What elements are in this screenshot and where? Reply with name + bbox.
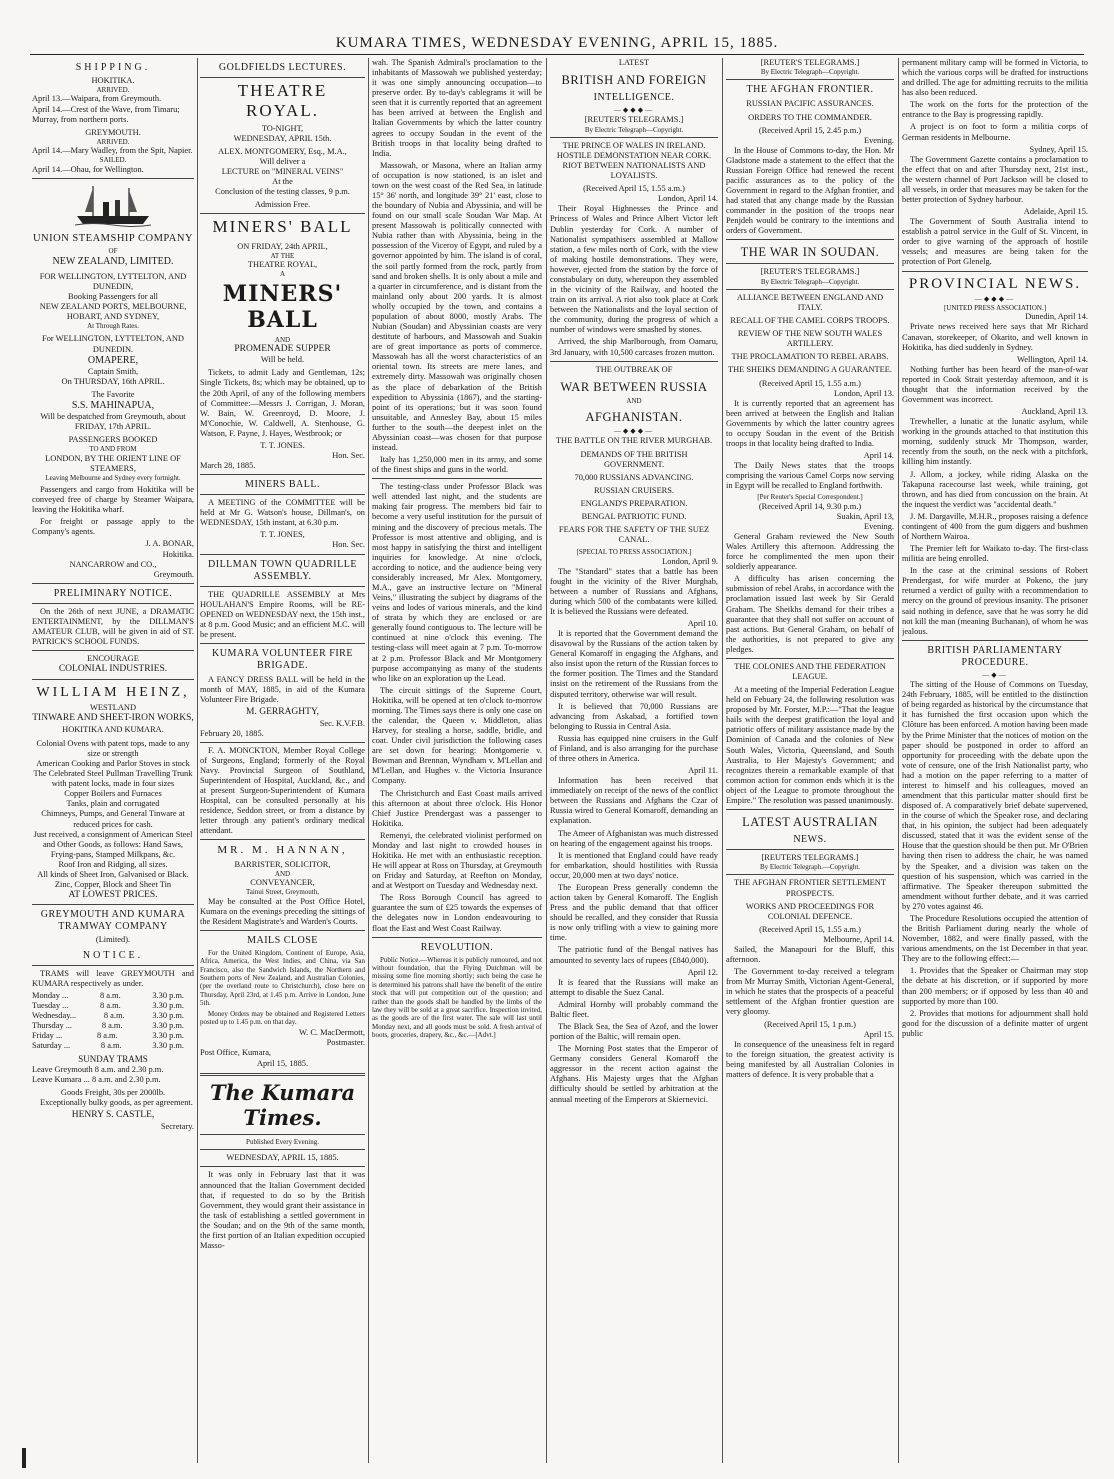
ornament: —◆◆◆—	[613, 427, 655, 436]
timetable-row: Monday ... 8 a.m. 3.30 p.m.	[32, 990, 184, 1000]
divider	[726, 809, 894, 810]
text-line: [REUTER'S TELEGRAMS.]	[760, 267, 860, 277]
paragraph: J. M. Dargaville, M.H.R., proposes raising a defence contingent of 400 from the gum diggers and bushmen of Northern Wairoa.	[902, 511, 1088, 541]
subheading: WORKS AND PROCEEDINGS FOR COLONIAL DEFENCE.	[745, 901, 875, 921]
divider	[200, 643, 365, 644]
subheading: THE AFGHAN FRONTIER SETTLEMENT PROSPECTS.	[734, 878, 886, 898]
text-line: Booking Passengers for all	[67, 291, 159, 301]
section-heading: KUMARA VOLUNTEER FIRE BRIGADE.	[212, 647, 353, 671]
timetable-row: Friday ... 8 a.m. 3.30 p.m.	[32, 1030, 184, 1040]
paragraph: The Procedure Resolutions occupied the attention of the British Parliament during nearly the whole of November, 1882, and were finally passed, with the various amendments, on the 1st December in that year. They are to the following effect:—	[902, 913, 1088, 964]
subheading: THE PRINCE OF WALES IN IRELAND.	[562, 140, 706, 150]
section-heading: PROVINCIAL NEWS.	[908, 275, 1082, 292]
paragraph: Italy has 1,250,000 men in its army, and some of the finest ships and guns in the world.	[372, 455, 542, 475]
list-item: Just received, a consignment of American Steel and Other Goods, as follows: Hand Saws, Frying-pans, Stamped Milkpans, &c.	[33, 829, 193, 859]
subheading: ARRIVED.	[96, 137, 130, 146]
text-line: TO-NIGHT,	[261, 123, 304, 133]
shipping-entry: April 14.—Mary Wadley, from the Spit, Napier.	[32, 146, 193, 156]
paragraph: The Premier left for Waikato to-day. The first-class militia are being enrolled.	[902, 544, 1088, 564]
timetable-row: Wednesday... 8 a.m. 3.30 p.m.	[32, 1010, 184, 1020]
text-line: By Electric Telegraph—Copyright.	[760, 277, 860, 286]
text-line: At the	[272, 177, 293, 187]
dateline: London, April 9.	[662, 556, 718, 566]
divider	[32, 650, 194, 651]
paragraph: It is feared that the Russians will make an attempt to disable the Suez Canal.	[550, 977, 718, 997]
divider	[726, 263, 894, 264]
signatory-title: Sec. K.V.F.B.	[319, 718, 365, 728]
paragraph: The sitting of the House of Commons on Tuesday, 24th February, 1885, will be entitled to the distinction of being regarded as historical by the circumstance that it has furnished the first occasion upon which the Clôture has been enforced. A motion having been made by the Prime Minister that the notices of motion on the paper should be postponed in order to afford an opportunity for proceeding with the debate upon the vote of censure, one of the Irish Nationalist party, who had a motion on the paper referring to a matter of interest to himself and his colleagues, moved an amendment that this particular matter should first be disposed of. A comparatively brief debate supervened, in the course of which the Speaker rose, and declaring that, in his opinion, the subject had been adequately discussed, stated that it was the evident sense of the House that the question should be then put. Mr O'Brien having then risen to address the chair, he was named by the Speaker, and a division was taken on the question of his suspension, which was carried in the affirmative. The Speaker thereupon submitted the amendment without further debate, and it was carried by 270 votes against 46.	[902, 680, 1088, 911]
text-line: A	[279, 270, 286, 279]
signatory-title: Hon. Sec.	[332, 540, 365, 550]
dateline: April 11.	[688, 766, 718, 776]
signatory: T. T. JONES,	[260, 530, 305, 540]
section-heading: MAILS CLOSE	[247, 934, 318, 946]
paragraph: Money Orders may be obtained and Registered Letters posted up to 1.45 p.m. on that day.	[200, 1009, 365, 1026]
paragraph: Their Royal Highnesses the Prince and Princess of Wales and Prince Albert Victor left Dublin yesterday for Cork. A number of Nationalist sympathisers assembled at Mallow station, a few miles north of Cork, with the view of making hostile demonstrations. They were, however, ejected from the station by the force of constabulary on duty, whereupon they assembled in the vicinity of the Railway, and hooted the train on its arrival. A riot also took place at Cork between the Nationalists and the loyal section of the community, during the progress of which a number of windows were smashed by stones.	[550, 204, 718, 335]
list-item: AT LOWEST PRICES.	[68, 890, 158, 901]
text-line: AND	[274, 335, 291, 344]
text-line: TO AND FROM	[89, 445, 137, 454]
section-heading: GOLDFIELDS LECTURES.	[218, 62, 347, 73]
paragraph: Arrived, the ship Marlborough, from Oamaru, 3rd January, with 10,500 carcases frozen mutton.	[550, 337, 718, 357]
date-line: February 20, 1885.	[200, 728, 264, 738]
divider	[200, 1134, 365, 1135]
subheading: THE SHEIKS DEMANDING A GUARANTEE.	[727, 365, 892, 375]
sailing-date: FRIDAY, 17th APRIL.	[74, 421, 152, 431]
paragraph: permanent military camp will be formed in Victoria, to which the various corps will be drafted for instructions and drilled. The age for admitting recruits to the militia has also been reduced.	[902, 58, 1088, 98]
ornament: —◆—	[982, 670, 1008, 679]
divider	[200, 1149, 365, 1150]
paragraph: The work on the forts for the protection of the entrance to the Bay is progressing rapidly.	[902, 100, 1088, 120]
paragraph: 2. Provides that motions for adjournment shall hold good for the discussion of a definite matter of urgent public	[902, 1008, 1088, 1038]
ornament: —◆◆◆—	[613, 106, 655, 115]
column-rule	[197, 58, 198, 1463]
paragraph: In the House of Commons to-day, the Hon. Mr Gladstone made a statement to the effect that the Russian Foreign Office had renewed the recent pacific assurances as to the policy of the Government in regard to the Afghan frontier, and had stated that any change made by the Russian commander in the position of the troops near Penjdeh would be contrary to the intentions and orders of Government.	[726, 145, 894, 236]
subheading: RECALL OF THE CAMEL CORPS TROOPS.	[730, 316, 890, 326]
paragraph: Passengers and cargo from Hokitika will be conveyed free of charge by Steamer Waipara, leaving the Hokitika wharf.	[32, 485, 194, 515]
signatory-title: Secretary.	[160, 1121, 194, 1131]
column-4	[550, 58, 718, 1463]
paragraph: In the case at the criminal sessions of Robert Prendergast, for wife murder at Pokeno, the jury returned a verdict of guilty with a recommendation to mercy on the ground of previous insanity. The prisoner said nothing in defence, save that he was sorry he did not kill the man (meaning Buchanan), of whom he was jealous.	[902, 566, 1088, 636]
text-line: By Electric Telegraph—Copyright.	[760, 68, 860, 77]
paragraph: Tickets, to admit Lady and Gentleman, 12s; Single Tickets, 8s; which may be obtained, up to the 20th April, of any of the following members of Committee:—Messrs J. Corrigan, J. Moran, W. Bain, W. Greenroyd, D. Moore, J. M'Conochie, W. Caldwell, A. Stenhouse, G. Watson, F. Payne, J. Hayes, Westbrook; or	[200, 368, 365, 438]
signatory: T. T. JONES.	[260, 440, 305, 450]
paragraph: A difficulty has arisen concerning the submission of rebel Arabs, in accordance with the proclamation issued last week by Sir Gerald Graham. The Sheikhs demand for their tribes a guarantee that they shall not suffer on account of past actions. But General Graham, on behalf of the authorities, is not prepared to give any pledges.	[726, 574, 894, 654]
newspaper-nameplate: The Kumara Times.	[209, 1079, 356, 1130]
subheading: ALLIANCE BETWEEN ENGLAND AND ITALY.	[736, 292, 884, 313]
text-line: THEATRE ROYAL,	[247, 260, 318, 270]
section-heading: INTELLIGENCE.	[593, 92, 675, 104]
paragraph: The European Press generally condemn the action taken by General Komaroff. The English Press and the public demand that that officer should be recalled, and they consider that Russia is now only trifling with a view to gaining more time.	[550, 882, 718, 943]
paragraph: The Government to-day received a telegram from Mr Murray Smith, Victorian Agent-General, in which he states that the prospects of a peaceful settlement of the Afghan frontier question are very gloomy.	[726, 967, 894, 1017]
paragraph: Nothing further has been heard of the man-of-war reported in Cook Strait yesterday afternoon, and it is thought that the information received by the Government was incorrect.	[902, 364, 1088, 404]
paragraph: Public Notice.—Whereas it is publicly rumoured, and not without foundation, that the Flying Dutchman will be missing some fine morning shortly; such being the case he is determined his patrons shall have the benefit of the entire stock that will put competition out of the question; and rather than the goods shall be handled by the limbs of the law they will be sold at a great sacrifice. Inspection invited, as the goods are of the first water. The sale will last until Monday next, and all goods must be sold. A fresh arrival of boots, groceries, drapery, &c., &c.—[Advt.]	[372, 955, 542, 1040]
company-title: UNION STEAMSHIP COMPANY	[32, 232, 194, 244]
subheading: THE AFGHAN FRONTIER.	[746, 84, 874, 96]
text-line: Leaving Melbourne and Sydney every fortnight.	[45, 473, 181, 482]
paragraph: At a meeting of the Imperial Federation League held on Febuary 24, the following resolution was proposed by Mr. Forster, M.P.:—"That the league hails with the deepest gratification the loyal and patriotic offers of military assistance made by the Dominion of Canada and the colonies of New South Wales, Victoria, Queensland, and South Australia, to Her Majesty's Government; and recognizes therein a remarkable example of that common action for common ends which it is the object of the League to promote throughout the Empire." The resolution was passed unanimously.	[726, 685, 894, 805]
divider	[32, 679, 194, 680]
section-heading: PRELIMINARY NOTICE.	[53, 587, 173, 599]
divider	[32, 603, 194, 604]
venue-title: THEATRE ROYAL.	[237, 81, 328, 121]
paragraph: Information has been received that immediately on receipt of the news of the conflict between the Russians and Afghans the Czar of Russia wired to General Komaroff, demanding an explanation.	[550, 776, 718, 826]
section-heading: MINERS BALL.	[245, 479, 320, 491]
text-line: Admission Free.	[254, 200, 311, 210]
subheading: THE PROCLAMATION TO REBEL ARABS.	[731, 352, 889, 362]
section-heading: AFGHANISTAN.	[585, 410, 683, 425]
divider	[726, 849, 894, 850]
divider	[372, 937, 542, 938]
subheading: BENGAL PATRIOTIC FUND.	[581, 511, 687, 521]
paragraph: The "Standard" states that a battle has been fought in the vicinity of the River Murghab, between a number of Russians and Afghans, during which 500 of the combatants were killed. It is believed the Russians were defeated.	[550, 566, 718, 616]
text-line: WEDNESDAY, APRIL 15th.	[233, 133, 332, 143]
paragraph: A FANCY DRESS BALL will be held in the month of MAY, 1885, in aid of the Kumara Volunteer Fire Brigade.	[200, 674, 365, 705]
subheading: RUSSIAN PACIFIC ASSURANCES.	[746, 99, 874, 109]
agent-place: Greymouth.	[153, 569, 194, 579]
divider	[200, 554, 365, 555]
text-line: AT THE	[270, 251, 295, 260]
text-line: Published Every Evening.	[246, 1137, 319, 1146]
shipping-entry: April 14.—Ohau, for Wellington.	[32, 164, 144, 174]
list-item: Copper Boilers and Furnaces	[64, 789, 162, 799]
date-line: April 15, 1885.	[256, 1058, 309, 1068]
dateline: Evening.	[863, 521, 894, 531]
dateline: Melbourne, April 14.	[823, 934, 894, 944]
signatory: W. C. MacDermott,	[299, 1028, 365, 1038]
dateline: April 15.	[863, 1029, 894, 1039]
divider	[726, 658, 894, 659]
port-heading: GREYMOUTH.	[85, 127, 141, 137]
text-line: (Received April 15, 1 p.m.)	[764, 1019, 856, 1029]
text-line: LECTURE on "MINERAL VEINS"	[221, 167, 344, 177]
text-line: LATEST	[618, 58, 650, 67]
text-line: Conclusion of the testing classes, 9 p.m.	[215, 187, 350, 197]
date-line: WEDNESDAY, APRIL 15, 1885.	[226, 1153, 339, 1163]
text-line: Goods Freight, 30s per 2000lb.	[60, 1088, 166, 1098]
divider	[726, 79, 894, 80]
event-banner: MINERS' BALL	[222, 280, 343, 334]
ship-name: OMAPERE,	[87, 354, 139, 366]
dateline: Wellington, April 14.	[1017, 354, 1088, 364]
text-line: [REUTER'S TELEGRAMS.]	[584, 115, 684, 125]
paragraph: On the 26th of next JUNE, a DRAMATIC ENTERTAINMENT, by the DILLMAN'S AMATEUR CLUB, will be given in aid of ST. PATRICK'S SCHOOL FUNDS.	[32, 606, 194, 646]
paragraph: wah. The Spanish Admiral's proclamation to the inhabitants of Massowah we published yesterday; it was one simply announcing occupation—to preserve order. By to-day's cablegrams it will be seen that it is currently reported that an agreement has been arrived at between the English and Italian Governments by which the latter country agrees to occupy Soudan in the event of the British troops in that locality being drafted to India.	[372, 58, 542, 158]
subheading: 70,000 RUSSIANS ADVANCING.	[574, 472, 694, 482]
divider	[200, 213, 365, 214]
port-heading: HOKITIKA.	[91, 76, 135, 85]
route: FOR WELLINGTON, LYTTELTON, AND DUNEDIN,	[39, 271, 187, 291]
paragraph: The Ameer of Afghanistan was much distressed on hearing of the engagement against his troops.	[550, 828, 718, 848]
paragraph: THE QUADRILLE ASSEMBLY at Mrs HOULAHAN'S Empire Rooms, will be RE-OPENED on WEDNESDAY next, the 15th inst., at 8 p.m. Good Music; and an efficient M.C. will be present.	[200, 589, 365, 639]
company-title: GREYMOUTH AND KUMARA TRAMWAY COMPANY	[40, 909, 186, 933]
column-1	[32, 58, 194, 1463]
paragraph: The Christchurch and East Coast mails arrived this afternoon at about three o'clock. His Honor Chief Justice Prendergast was a passenger to Hokitika.	[372, 788, 542, 828]
list-item: Zinc, Copper, Block and Sheet Tin	[54, 879, 172, 889]
masthead: KUMARA TIMES, WEDNESDAY EVENING, APRIL 15, 1885.	[30, 32, 1084, 55]
text-line: [SPECIAL TO PRESS ASSOCIATION.]	[576, 548, 692, 557]
column-rule	[546, 58, 547, 1463]
column-3	[372, 58, 542, 1463]
paragraph: General Graham reviewed the New South Wales Artillery this afternoon. Addressing the force he complimented the men upon their soldierly appearance.	[726, 531, 894, 572]
subheading: REVIEW OF THE NEW SOUTH WALES ARTILLERY.	[737, 329, 883, 349]
signatory: HENRY S. CASTLE,	[71, 1110, 155, 1121]
text-line: (Limited).	[95, 935, 131, 945]
agent-name: NANCARROW and CO.,	[69, 559, 157, 569]
text-line: Leave Kumara ... 8 a.m. and 2.30 p.m.	[32, 1075, 161, 1085]
paragraph: Private news received here says that Mr Richard Canavan, storekeeper, of Okarito, and well known in Hokitika, has died suddenly in Sydney.	[902, 322, 1088, 352]
paragraph: For the United Kingdom, Continent of Europe, Asia, Africa, America, the West Indies, and China, via San Francisco, also the Sandwich Islands, the Northern and Southern ports of New Zealand, and Australian Colonies, (per the overland route to Christchurch), close here on Thursday, April 23rd, at 1.45 p.m. Arrive in London, June 5th.	[200, 948, 365, 1008]
column-5	[726, 58, 894, 1463]
paragraph: A MEETING of the COMMITTEE will be held at Mr G. Watson's house, Dillman's, on WEDNESDAY, 15th instant, at 6.30 p.m.	[200, 498, 365, 528]
section-heading: THE WAR IN SOUDAN.	[740, 245, 880, 260]
divider	[32, 583, 194, 584]
dateline: April 10.	[687, 619, 718, 628]
text-line: AND	[274, 869, 291, 878]
paragraph: Sailed, the Manapouri for the Bluff, this afternoon.	[726, 944, 894, 965]
paragraph: It is mentioned that England could have ready for embarkation, should hostilities with Russia occur, 20,000 men at two days' notice.	[550, 850, 718, 880]
text-line: TINWARE AND SHEET-IRON WORKS,	[32, 713, 194, 724]
advertiser-name: MR. M. HANNAN,	[217, 844, 348, 857]
text-line: [UNITED PRESS ASSOCIATION.]	[943, 303, 1047, 312]
divider	[32, 965, 194, 966]
paragraph: Trewheller, a lunatic at the lunatic asylum, while working in the grounds attached to that institution this morning, suddenly struck Mr Thompson, warder, recently from the south, on the neck with a pitchfork, killing him instantly.	[902, 417, 1088, 467]
paragraph: The patriotic fund of the Bengal natives has amounted to seventy lacs of rupees (£840,000).	[550, 945, 718, 965]
text-line: (Received April 14, 9.30 p.m.)	[758, 501, 862, 511]
subheading: RUSSIAN CRUISERS.	[593, 485, 675, 495]
text-line: Tainui Street, Greymouth,	[246, 888, 319, 897]
paragraph: The circuit sittings of the Supreme Court, Hokitika, will be opened at ten o'clock to-morrow morning. The Times says there is only one case on the calendar, the Queen v. Middleton, alias Harvey, for stealing a horse, saddle, bridle, and coat. Under civil jurisdiction the following cases are set down for hearing: Montgomerie v. Bowman and Brennan, Wyndham v. M'Lellan and M'Lellan, and Hughes v. the Victoria Insurance Company.	[372, 685, 542, 786]
subheading: FEARS FOR THE SAFETY OF THE SUEZ CANAL.	[558, 524, 710, 545]
section-heading: WAR BETWEEN RUSSIA	[560, 379, 708, 394]
text-line: HOKITIKA AND KUMARA.	[62, 724, 164, 734]
paragraph: The Morning Post states that the Emperor of Germany considers General Komaroff the aggressor in the recent action against the Afghans. His Majesty urges that the Afghan difficulty should be settled by arbitration at the annual meeting of the Emperors at Skiernevici.	[550, 1044, 718, 1104]
paragraph: Exceptionally bulky goods, as per agreement.	[40, 1098, 193, 1108]
paragraph: TRAMS will leave GREYMOUTH and KUMARA respectively as under.	[32, 968, 194, 988]
paragraph: The Black Sea, the Sea of Azof, and the lower portion of the Baltic, will remain open.	[550, 1021, 718, 1042]
paragraph: It is currently reported that an agreement has been arrived at between the English and Italian Governments by which the latter country agrees to occupy Soudan in the event of the British troops in that locality being drafted to India.	[726, 398, 894, 448]
list-item: American Cooking and Parlor Stoves in stock	[36, 759, 190, 769]
divider	[200, 839, 365, 840]
paragraph: The Government Gazette contains a proclamation to the effect that on and after Thursday next, 21st inst., the western channel of Port Jackson will be closed to all vessels, in order that measures may be taken for the better protection of Sydney harbour.	[902, 154, 1088, 205]
steamship-illustration	[73, 182, 153, 228]
ship-name: S.S. MAHINAPUA,	[71, 399, 155, 411]
divider	[200, 930, 365, 931]
text-line: PROMENADE SUPPER	[234, 343, 331, 354]
text-line: By Electric Telegraph.—Copyright.	[759, 863, 861, 872]
date-line: March 28, 1885.	[200, 461, 256, 471]
divider	[902, 271, 1088, 272]
paragraph: The Government of South Australia intend to establish a patrol service in the Gulf of St. Vincent, in order to give warning of the approach of hostile vessels; and measures are being taken for the protection of Port Glenelg.	[902, 217, 1088, 267]
column-rule	[898, 58, 899, 1463]
text-line: COLONIAL INDUSTRIES.	[58, 664, 168, 675]
notice-heading: NOTICE.	[82, 949, 144, 961]
divider	[200, 474, 365, 475]
paragraph: J. Allom, a jockey, while riding Alaska on the Takapuna racecourse last week, while training, got thrown, and has died from concussion on the brain. At the inquest the verdict was "accidental death."	[902, 469, 1088, 509]
timetable-row: Thursday ... 8 a.m. 3.30 p.m.	[32, 1020, 184, 1030]
agent-name: J. A. BONAR,	[145, 539, 194, 549]
text-line: CONVEYANCER,	[250, 878, 315, 888]
divider	[372, 478, 542, 479]
paragraph: It is reported that the Government demand the disavowal by the Russians of the action taken by General Komaroff in engaging the Afghans, and also insist upon the return of the Russian forces to the former position. The Times and the Standard insist on the retirement of the Russians from the disputed territory, otherwise war will result.	[550, 629, 718, 699]
section-heading: LATEST AUSTRALIAN	[742, 815, 878, 830]
text-line: THE OUTBREAK OF	[595, 364, 673, 374]
company-of: OF	[108, 247, 118, 256]
list-item: Chimneys, Pumps, and General Tinware at reduced prices for cash.	[41, 809, 185, 829]
divider	[550, 137, 718, 138]
subheading: DEMANDS OF THE BRITISH GOVERNMENT.	[580, 449, 688, 469]
divider	[200, 494, 365, 495]
margin-mark	[22, 1448, 26, 1468]
dateline: Sydney, April 15.	[1029, 144, 1088, 154]
paragraph: May be consulted at the Post Office Hotel, Kumara on the evenings preceding the sittings of the Resident Magistrate's and Warden's Courts.	[200, 896, 365, 926]
subheading: ARRIVED.	[96, 86, 130, 95]
text-line: By Electric Telegraph—Copyright.	[584, 125, 684, 134]
shipping-entry: April 14.—Crest of the Wave, from Timaru; Murray, from northern ports.	[32, 104, 180, 124]
dateline: Evening.	[863, 135, 894, 145]
paragraph: For freight or passage apply to the Company's agents.	[32, 517, 194, 537]
section-heading: REVOLUTION.	[420, 941, 494, 953]
paragraph: The Ross Borough Council has agreed to guarantee the sum of £25 towards the expenses of the delegates now in London endeavouring to float the East and West Coast Railway.	[372, 893, 542, 933]
dateline: Adelaide, April 15.	[1023, 207, 1088, 217]
ornament: —◆◆◆—	[974, 294, 1016, 303]
dateline: Dunedin, April 14.	[1025, 312, 1088, 322]
sailing-date: On THURSDAY, 16th APRIL.	[61, 376, 165, 386]
column-rule	[368, 58, 369, 1463]
signatory-title: Postmaster.	[326, 1038, 365, 1048]
paragraph: Remenyi, the celebrated violinist performed on Monday and last night to crowded houses in Hokitika. He met with an enthusiastic reception. He will appear at Ross on Thursday, at Greymouth on Friday and Saturday, at Reefton on Monday, and at Westport on Tuesday and Wednesday next.	[372, 830, 542, 891]
section-heading: NEWS.	[793, 834, 827, 846]
column-6	[902, 58, 1088, 1463]
text-line: Post Office, Kumara,	[200, 1048, 272, 1058]
column-2	[200, 58, 365, 1463]
divider	[902, 640, 1088, 641]
divider	[200, 586, 365, 587]
text-line: Will be despatched from Greymouth, about	[40, 411, 186, 421]
text-line: ENCOURAGE	[87, 654, 139, 664]
subheading: SAILED.	[99, 156, 127, 165]
text-line: (Received April 15, 1.55 a.m.)	[759, 924, 861, 934]
paragraph: F. A. MONCKTON, Member Royal College of Surgeons, England; formerly of the Royal Navy. Provincial Surgeon of Southland, Superintendent of Hospital, Auckland, &c., and at present Surgeon-Superintendent of Kumara Hospital, can be consulted personally at his residence, Seddon street, or from a distance by letter through any patient's ordinary medical attendant.	[200, 745, 365, 836]
list-item: Roof Iron and Ridging, all sizes.	[58, 859, 168, 869]
text-line: [Per Reuter's Special Correspondent.]	[757, 493, 863, 502]
text-line: Will deliver a	[259, 157, 306, 167]
subheading: THE BATTLE ON THE RIVER MURGHAB.	[555, 436, 713, 446]
divider	[200, 742, 365, 743]
route: For WELLINGTON, LYTTELTON, AND DUNEDIN.	[42, 334, 184, 354]
divider	[32, 178, 194, 179]
paragraph: Admiral Hornby will probably command the Baltic fleet.	[550, 999, 718, 1019]
list-item: Tanks, plain and corrugated	[66, 799, 160, 809]
shipping-entry: April 13.—Waipara, from Greymouth.	[32, 94, 162, 104]
list-item: All kinds of Sheet Iron, Galvanised or Black.	[37, 869, 189, 879]
timetable-row: Saturday ... 8 a.m. 3.30 p.m.	[32, 1041, 184, 1051]
captain: Captain Smith,	[87, 366, 139, 376]
text-line: (Received April 15, 1.55 a.m.)	[759, 378, 861, 388]
section-heading: DILLMAN TOWN QUADRILLE ASSEMBLY.	[208, 558, 357, 582]
dateline: April 12.	[687, 967, 718, 977]
route: NEW ZEALAND PORTS, MELBOURNE, HOBART, AND SYDNEY,	[39, 301, 187, 322]
text-line: ON FRIDAY, 24th APRIL,	[237, 241, 328, 251]
subheading: SUNDAY TRAMS	[78, 1054, 148, 1065]
text-line: Will be held.	[260, 355, 305, 365]
dateline: London, April 14.	[657, 194, 718, 204]
paragraph: Russia has equipped nine cruisers in the Gulf of Finland, and is also arranging for the purchase of three others in America.	[550, 733, 718, 764]
company-subtitle: NEW ZEALAND, LIMITED.	[52, 255, 174, 267]
divider	[200, 1166, 365, 1167]
paragraph: Massowah, or Masona, where an Italian army of occupation is now stationed, is an islet and town on the west coast of the Red Sea, in latitude 15° 36' north, and longitude 39° 21' east, close to the boundary of Nubia and Abyssinia, and will be found on our small scale Soudan War Map. At present Massowah is politically connected with Nubia rather than with Abyssinia, being in the possession of the Viceroy of Egypt, and ruled by a governor appointed by him. The island is of coral, the soil partly formed from the rock, partly from sand and broken shells. It is only about a mile and a quarter in circumference, and is distant from the mainland only about 200 yards. It is almost wholly occupied by the town, and contains a population of about 8000, mostly Arabs. The Nubian (Soudan) and Abyssinian coasts are very destitute of harbours, and Massowah and Suakin are of great importance as ports of commerce. Massowah has all the worst characteristics of an oriental town. Its streets are mere lanes, and extremely dirty. Massowah was originally chosen as the place of debarkation of the British expedition to Abyssinia (1867), and the starting-point of its operations; but it was soon found unsuitable, and Annesley Bay, about 15 miles further to the south—the deepest inlet on the Abyssinian coast—was chosen for that purpose instead.	[372, 160, 542, 452]
text-line: AND	[626, 396, 642, 405]
agent-place: Hokitika.	[162, 549, 194, 559]
dateline: Suakin, April 13,	[836, 511, 894, 521]
section-heading: SHIPPING.	[75, 62, 151, 73]
section-heading: BRITISH AND FOREIGN	[561, 73, 707, 88]
text-line: Leave Greymouth 8 a.m. and 2.30 p.m.	[32, 1064, 164, 1074]
dateline: London, April 13.	[833, 388, 894, 398]
subheading: THE COLONIES AND THE FEDERATION LEAGUE.	[734, 661, 886, 681]
divider	[726, 239, 894, 240]
paragraph: 1. Provides that the Speaker or Chairman may stop the debate at his discretion, or if supported by more than 200 members; or if opposed by less than 40 and supported by more than 100.	[902, 966, 1088, 1006]
timetable-row: Tuesday ... 8 a.m. 3.30 p.m.	[32, 1000, 184, 1010]
text-line: WESTLAND	[89, 703, 137, 713]
text-line: ALEX. MONTGOMERY, Esq., M.A.,	[218, 146, 347, 156]
subheading: HOSTILE DEMONSTATION NEAR CORK.	[556, 151, 712, 161]
paragraph: A project is on foot to form a militia corps of German residents in Melbourne.	[902, 122, 1088, 142]
dateline: April 14.	[863, 451, 894, 461]
signatory: M. GERRAGHTY,	[246, 707, 319, 718]
text-line: LONDON, BY THE ORIENT LINE OF STEAMERS,	[45, 453, 181, 473]
divider	[200, 77, 365, 78]
text-line: (Received April 15, 2.45 p.m.)	[758, 125, 862, 135]
divider	[726, 289, 894, 290]
list-item: The Celebrated Steel Pullman Travelling Trunk with patent locks, made in four sizes	[33, 769, 193, 789]
column-rule	[722, 58, 723, 1463]
text-line: [REUTERS TELEGRAMS.]	[761, 853, 859, 863]
paragraph: In consequence of the uneasiness felt in regard to the foreign situation, the greatest activity is being manifested by all Australian Colonies in matters of defence. It is very probable that a	[726, 1039, 894, 1079]
divider	[726, 874, 894, 875]
event-title: MINERS' BALL	[212, 217, 353, 237]
subheading: RIOT BETWEEN NATIONALISTS AND LOYALISTS.	[562, 161, 706, 181]
divider	[200, 1073, 365, 1076]
divider	[550, 361, 718, 362]
divider	[32, 904, 194, 905]
signatory-title: Hon. Sec.	[332, 451, 365, 460]
text-line: PASSENGERS BOOKED	[68, 435, 158, 445]
paragraph: The testing-class under Professor Black was well attended last night, and the students are making fair progress. The members bid fair to become a very useful institution for the pursuit of mining and the discovery of precious metals. The Professor is most attentive and obliging, and is most happy in satisfying the thirst and intelligent inquiries for knowledge. At nine o'clock, according to notice, and the audience being very considerably increased, Mr Alex. Montgomery, M.A., gave an instructive lecture on "Mineral Veins," illustrating the subject by diagrams of the veins and lodes of various minerals, and the kind of strata by which they are enclosed or are generally found contiguous to. The lecture will be continued at nine o'clock this evening. The testing-class will meet again at 7 p.m. To-morrow at 2 p.m. Professor Black and Mr Montgomery purpose accompanying as many of the students who like on an exploration up the Lead.	[372, 482, 542, 683]
text-line: The Favorite	[91, 389, 135, 399]
dateline: Auckland, April 13.	[1021, 407, 1088, 417]
text-line: (Received April 15, 1.55 a.m.)	[583, 184, 685, 194]
section-heading: BRITISH PARLIAMENTARY PROCEDURE.	[927, 644, 1063, 668]
text-line: BARRISTER, SOLICITOR,	[234, 859, 331, 869]
text-line: [REUTER'S TELEGRAMS.]	[760, 58, 860, 67]
text-line: At Through Rates.	[87, 322, 139, 331]
subheading: ENGLAND'S PREPARATION.	[580, 498, 688, 508]
paragraph: It is believed that 70,000 Russians are advancing from Askabad, a fortified town belonging to Russia in Central Asia.	[550, 701, 718, 731]
advertiser-name: WILLIAM HEINZ,	[36, 684, 190, 700]
paragraph: It was only in February last that it was announced that the Italian Government decided that, if requested to do so by the British Government, they would grant their assistance in the task of establishing a settled government in the Soudan; and on the 9th of the same month, the first portion of an Italian expedition occupied Masso-	[200, 1170, 365, 1250]
subheading: ORDERS TO THE COMMANDER.	[748, 112, 872, 122]
paragraph: The Daily News states that the troops comprising the various Camel Corps now serving in Egypt will be recalled to England forthwith.	[726, 461, 894, 491]
list-item: Colonial Ovens with patent tops, made to any size or strength	[36, 738, 190, 758]
